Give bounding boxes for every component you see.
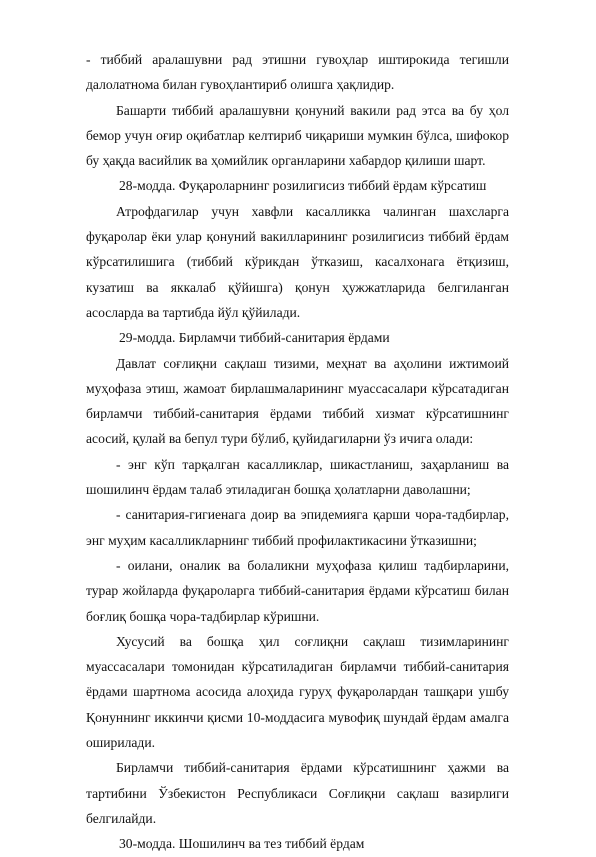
- paragraph-continuation: - тиббий аралашувни рад этишни гувоҳлар иштирокида тегишли далолатнома билан гувоҳлантириб олишга ҳақлидир.: [86, 52, 509, 93]
- article-28-heading: 28-модда. Фуқароларнинг розилигисиз тиббий ёрдам кўрсатиш: [119, 178, 487, 194]
- article-30-heading: 30-модда. Шошилинч ва тез тиббий ёрдам: [119, 836, 365, 852]
- article-29-heading: 29-модда. Бирламчи тиббий-санитария ёрдами: [119, 330, 390, 346]
- document-page: [86, 47, 509, 857]
- list-item-sanitary-measures: - санитария-гигиенага доир ва эпидемияга қарши чора-тадбирлар, энг муҳим касалликларнинг тиббий профилактикасини ўтказишни;: [86, 507, 509, 548]
- paragraph-article-28-body: Атрофдагилар учун хавфли касалликка чалинган шахсларга фуқаролар ёки улар қонуний вакилларининг розилигисиз тиббий ёрдам кўрсатилишига (тиббий кўрикдан ўтказиш, касалхонага ётқизиш, кузатиш ва яккалаб қўйишга) қонун ҳужжатларида белгиланган асосларда ва тартибда йўл қўйилади.: [86, 203, 509, 320]
- list-item-treatment: - энг кўп тарқалган касалликлар, шикастланиш, заҳарланиш ва шошилинч ёрдам талаб этиладиган бошқа ҳолатларни даволашни;: [86, 456, 509, 498]
- paragraph-private-institutions: Хусусий ва бошқа ҳил соғлиқни сақлаш тизимларининг муассасалари томонидан кўрсатиладиган бирламчи тиббий-санитария ёрдами шартнома асосида алоҳида гуруҳ фуқаролардан ташқари ушбу Қонуннинг иккинчи қисми 10-моддасига мувофиқ шундай ёрдам амалга оширилади.: [86, 633, 509, 751]
- paragraph-refusal-by-legal-representative: Башарти тиббий аралашувни қонуний вакили рад этса ва бу ҳол бемор учун оғир оқибатлар келтириб чиқариши мумкин бўлса, шифокор бу ҳақда васийлик ва ҳомийлик органларини хабардор қилиши шарт.: [86, 102, 509, 169]
- paragraph-ministry-scope: Бирламчи тиббий-санитария ёрдами кўрсатишнинг ҳажми ва тартибини Ўзбекистон Республикаси Соғлиқни сақлаш вазирлиги белгилайди.: [86, 760, 509, 826]
- paragraph-article-29-body: Давлат соғлиқни сақлаш тизими, меҳнат ва аҳолини ижтимоий муҳофаза этиш, жамоат бирлашмаларининг муассасалари кўрсатадиган бирламчи тиббий-санитария ёрдами тиббий хизмат кўрсатишнинг асосий, қулай ва бепул тури бўлиб, қуйидагиларни ўз ичига олади:: [86, 355, 509, 447]
- list-item-family-protection: - оилани, оналик ва болаликни муҳофаза қилиш тадбирларини, турар жойларда фуқароларга тиббий-санитария ёрдами кўрсатиш билан боғлиқ бошқа чора-тадбирлар кўришни.: [86, 557, 509, 624]
